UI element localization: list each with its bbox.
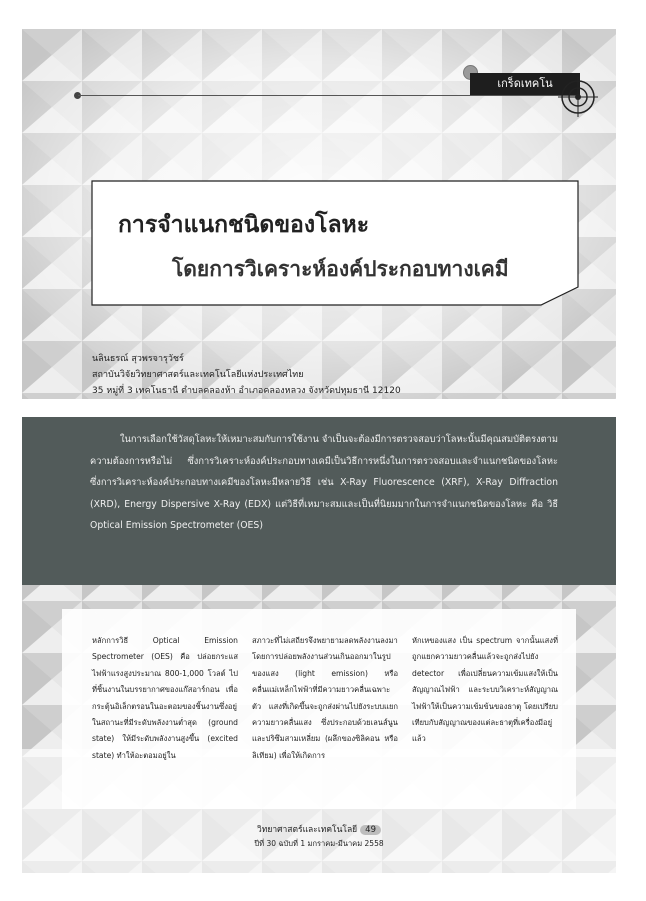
page-number: 49: [360, 825, 381, 835]
body-columns: [22, 633, 616, 763]
author-name: นลินธรณ์ สุวพรจารุวัชร์: [92, 354, 184, 364]
author-block: [92, 351, 401, 399]
body-column-2: สภาวะที่ไม่เสถียรจึงพยายามลดพลังงานลงมา โดยการปล่อยพลังงานส่วนเกินออกมาในรูปของแสง (light emission) หรือคลื่นแม่เหล็กไฟฟ้าที่มีความยาวคลื่นเฉพาะตัว แสงที่เกิดขึ้นจะถูกส่งผ่านไปยังระบบแยกความยาวคลื่นแสง ซึ่งประกอบด้วยเลนส์นูน และปริซึมสามเหลี่ยม (ผลึกของซิลิคอน หรือลิเทียม) เพื่อให้เกิดการ: [252, 636, 398, 760]
section-tag: เกร็ดเทคโน: [470, 73, 580, 95]
body-column-1: หลักการวิธี Optical Emission Spectrometer (OES) คือ ปล่อยกระแสไฟฟ้าแรงสูงประมาณ 800-1,000 โวลต์ ไปที่ชิ้นงานในบรรยากาศของแก๊สอาร์กอน เพื่อกระตุ้นอิเล็กตรอนในอะตอมของชิ้นงานซึ่งอยู่ในสถานะที่มีระดับพลังงานต่ำสุด (ground state) ให้มีระดับพลังงานสูงขึ้น (excited state) ทำให้อะตอมอยู่ใน: [92, 636, 238, 760]
abstract-text: ในการเลือกใช้วัสดุโลหะให้เหมาะสมกับการใช้งาน จำเป็นจะต้องมีการตรวจสอบว่าโลหะนั้นมีคุณสมบัติตรงตามความต้องการหรือไม่ ซึ่งการวิเคราะห์องค์ประกอบทางเคมีเป็นวิธีการหนึ่งในการตรวจสอบและจำแนกชนิดของโลหะ ซึ่งการวิเคราะห์องค์ประกอบทางเคมีของโลหะมีหลายวิธี เช่น X-Ray Fluorescence (XRF), X-Ray Diffraction (XRD), Energy Dispersive X-Ray (EDX) แต่วิธีที่เหมาะสมและเป็นที่นิยมมากในการจำแนกชนิดของโลหะ คือ วิธี Optical Emission Spectrometer (OES): [90, 434, 558, 531]
author-address: 35 หมู่ที่ 3 เทคโนธานี ตำบลคลองห้า อำเภอคลองหลวง จังหวัดปทุมธานี 12120: [92, 386, 401, 396]
author-organization: สถาบันวิจัยวิทยาศาสตร์และเทคโนโลยีแห่งประเทศไทย: [92, 370, 304, 380]
article-title: การจำแนกชนิดของโลหะ: [118, 212, 370, 238]
magazine-page: [22, 29, 616, 873]
header-rule: [78, 95, 578, 96]
target-icon: [558, 77, 598, 117]
article-subtitle: โดยการวิเคราะห์องค์ประกอบทางเคมี: [172, 257, 509, 281]
abstract-box: [22, 417, 616, 585]
body-column-3: หักเหของแสง เป็น spectrum จากนั้นแสงที่ถูกแยกความยาวคลื่นแล้วจะถูกส่งไปยัง detector เพื่อเปลี่ยนความเข้มแสงให้เป็นสัญญาณไฟฟ้า และระบบวิเคราะห์สัญญาณไฟฟ้าให้เป็นความเข้มข้นของธาตุ โดยเปรียบเทียบกับสัญญาณของแต่ละธาตุที่เครื่องมีอยู่แล้ว: [412, 636, 558, 744]
journal-name: วิทยาศาสตร์และเทคโนโลยี: [257, 825, 358, 835]
page-footer: [22, 817, 616, 850]
issue-info: ปีที่ 30 ฉบับที่ 1 มกราคม-มีนาคม 2558: [254, 839, 384, 848]
